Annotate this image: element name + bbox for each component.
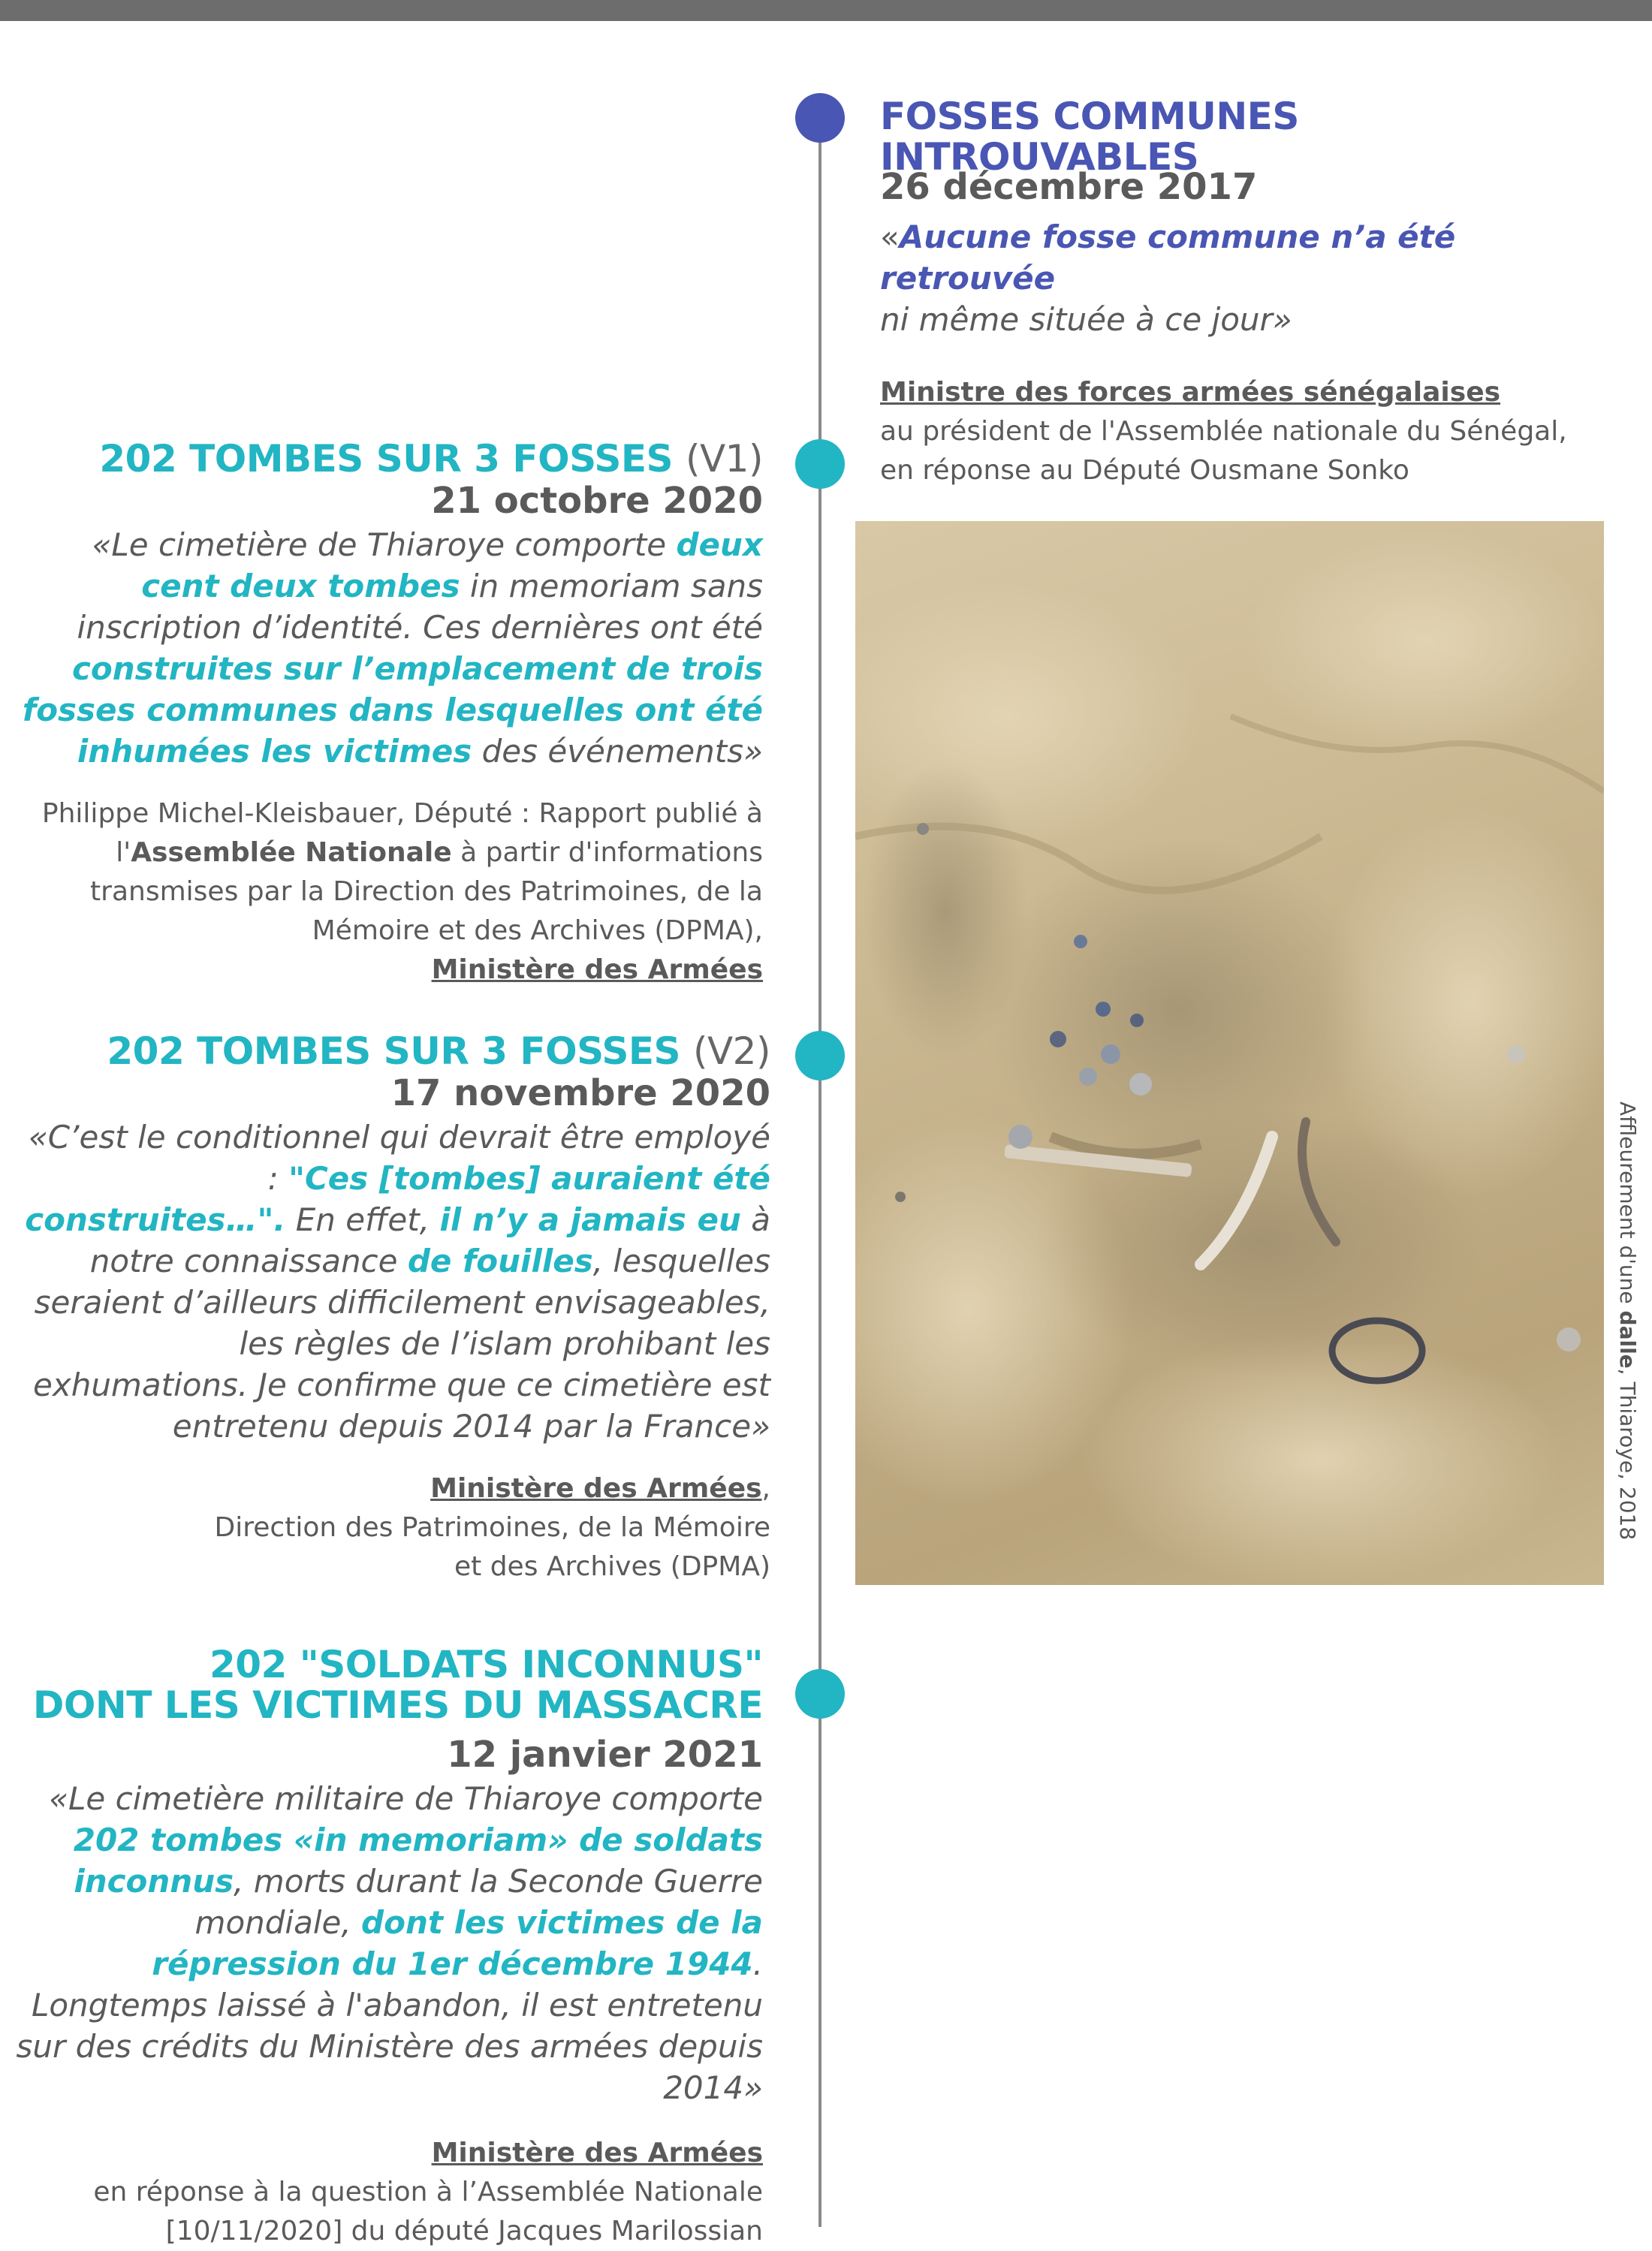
quote-text: , lesquelles seraient d’ailleurs difficilement envisageables, les règles de l’islam prohibant les exhumations. Je confirme que ce cimetière est entretenu depuis 2014 par la France»: [33, 1243, 770, 1445]
entry-source: [880, 373, 1631, 490]
sand-photo-drawing: [855, 521, 1604, 1585]
quote-text: à notre connaissance: [89, 1201, 770, 1279]
source-title: Ministre des forces armées sénégalaises: [880, 377, 1501, 408]
caption-bold: dalle: [1615, 1310, 1640, 1369]
quote-open: «: [880, 218, 900, 255]
entry-title-line2: INTROUVABLES: [880, 135, 1199, 179]
quote-highlight: dont les victimes de la répression du 1er décembre 1944: [152, 1904, 763, 1982]
source-text: Philippe Michel-Kleisbauer, Député : Rapport publié à l': [41, 798, 763, 868]
entry-quote: [15, 524, 763, 772]
timeline-dot-jan-2021: [795, 1669, 845, 1719]
quote-text: . Longtemps laissé à l'abandon, il est entretenu sur des crédits du Ministère des armées depuis 2014»: [16, 1945, 763, 2106]
top-bar: [0, 0, 1652, 21]
entry-quote: [15, 1778, 763, 2108]
source-ministry: Ministère des Armées: [431, 954, 763, 985]
source-text: à partir d'informations transmises par la Direction des Patrimoines, de la Mémoire et des Archives (DPMA),: [90, 837, 763, 946]
entry-title-line1: 202 "SOLDATS INCONNUS": [209, 1643, 763, 1686]
quote-text: «C’est le conditionnel qui devrait être employé :: [28, 1119, 770, 1197]
quote-text: , morts durant la Seconde Guerre mondiale,: [194, 1863, 763, 1941]
entry-source: [15, 794, 763, 990]
entry-source: [15, 1469, 770, 1587]
entry-title-text: 202 TOMBES SUR 3 FOSSES: [99, 437, 674, 481]
source-line: en réponse à la question à l’Assemblée Nationale: [93, 2177, 763, 2207]
quote-highlight: de fouilles: [407, 1243, 593, 1279]
quote-text: «Le cimetière militaire de Thiaroye comporte: [49, 1780, 763, 1817]
source-ministry: Ministère des Armées: [431, 2138, 763, 2168]
caption-text: Affleurement d'une: [1615, 1101, 1640, 1311]
timeline-dot-oct-2020: [795, 439, 845, 489]
entry-date: 12 janvier 2021: [447, 1734, 763, 1776]
entry-title-text: 202 TOMBES SUR 3 FOSSES: [107, 1029, 681, 1073]
caption-text: , Thiaroye, 2018: [1615, 1368, 1640, 1541]
source-line: au président de l'Assemblée nationale du Sénégal,: [880, 416, 1567, 447]
source-text: ,: [761, 1473, 770, 1504]
entry-source: [15, 2134, 763, 2251]
timeline-line: [818, 105, 821, 2227]
entry-nov-2020: [15, 1031, 770, 1587]
entry-title: [15, 1031, 770, 1071]
entry-oct-2020: [15, 438, 763, 990]
quote-highlight: il n’y a jamais eu: [439, 1201, 741, 1238]
entry-title-line2: DONT LES VICTIMES DU MASSACRE: [32, 1683, 763, 1727]
entry-date: 21 octobre 2020: [431, 480, 763, 522]
quote-text: in memoriam sans inscription d’identité. Ces dernières ont été: [77, 568, 763, 646]
source-line: [10/11/2020] du député Jacques Marilossian: [165, 2216, 763, 2246]
entry-quote: [880, 216, 1631, 340]
entry-version: (V1): [685, 437, 763, 481]
entry-title-line1: FOSSES COMMUNES: [880, 95, 1299, 138]
source-line: Direction des Patrimoines, de la Mémoire: [214, 1512, 770, 1543]
entry-title: [15, 1644, 763, 1725]
quote-highlight: construites sur l’emplacement de trois fosses communes dans lesquelles ont été inhumées les victimes: [22, 650, 763, 770]
entry-date: 26 décembre 2017: [880, 166, 1258, 208]
entry-2017: [880, 96, 1631, 490]
source-ministry: Ministère des Armées: [430, 1473, 762, 1504]
entry-title: [15, 438, 763, 479]
quote-text: ni même située à ce jour»: [880, 301, 1292, 338]
source-line: et des Archives (DPMA): [454, 1551, 770, 1582]
entry-version: (V2): [692, 1029, 770, 1073]
quote-highlight: 202 tombes «in memoriam» de soldats inconnus: [73, 1822, 763, 1900]
timeline-dot-2017: [795, 93, 845, 143]
quote-highlight: deux cent deux tombes: [141, 526, 763, 604]
entry-quote: [15, 1116, 770, 1447]
quote-text: des événements»: [472, 733, 763, 770]
quote-text: En effet,: [285, 1201, 440, 1238]
entry-jan-2021: [15, 1644, 763, 2251]
photo-caption: [1616, 1101, 1638, 1582]
sand-photo: [855, 521, 1604, 1585]
timeline-dot-nov-2020: [795, 1031, 845, 1080]
source-line: en réponse au Député Ousmane Sonko: [880, 455, 1409, 486]
entry-date: 17 novembre 2020: [390, 1072, 770, 1114]
quote-highlight: "Ces [tombes] auraient été construites…".: [25, 1160, 770, 1238]
quote-highlight: Aucune fosse commune n’a été retrouvée: [880, 218, 1456, 297]
quote-text: «Le cimetière de Thiaroye comporte: [92, 526, 677, 563]
source-bold: Assemblée Nationale: [131, 837, 452, 868]
